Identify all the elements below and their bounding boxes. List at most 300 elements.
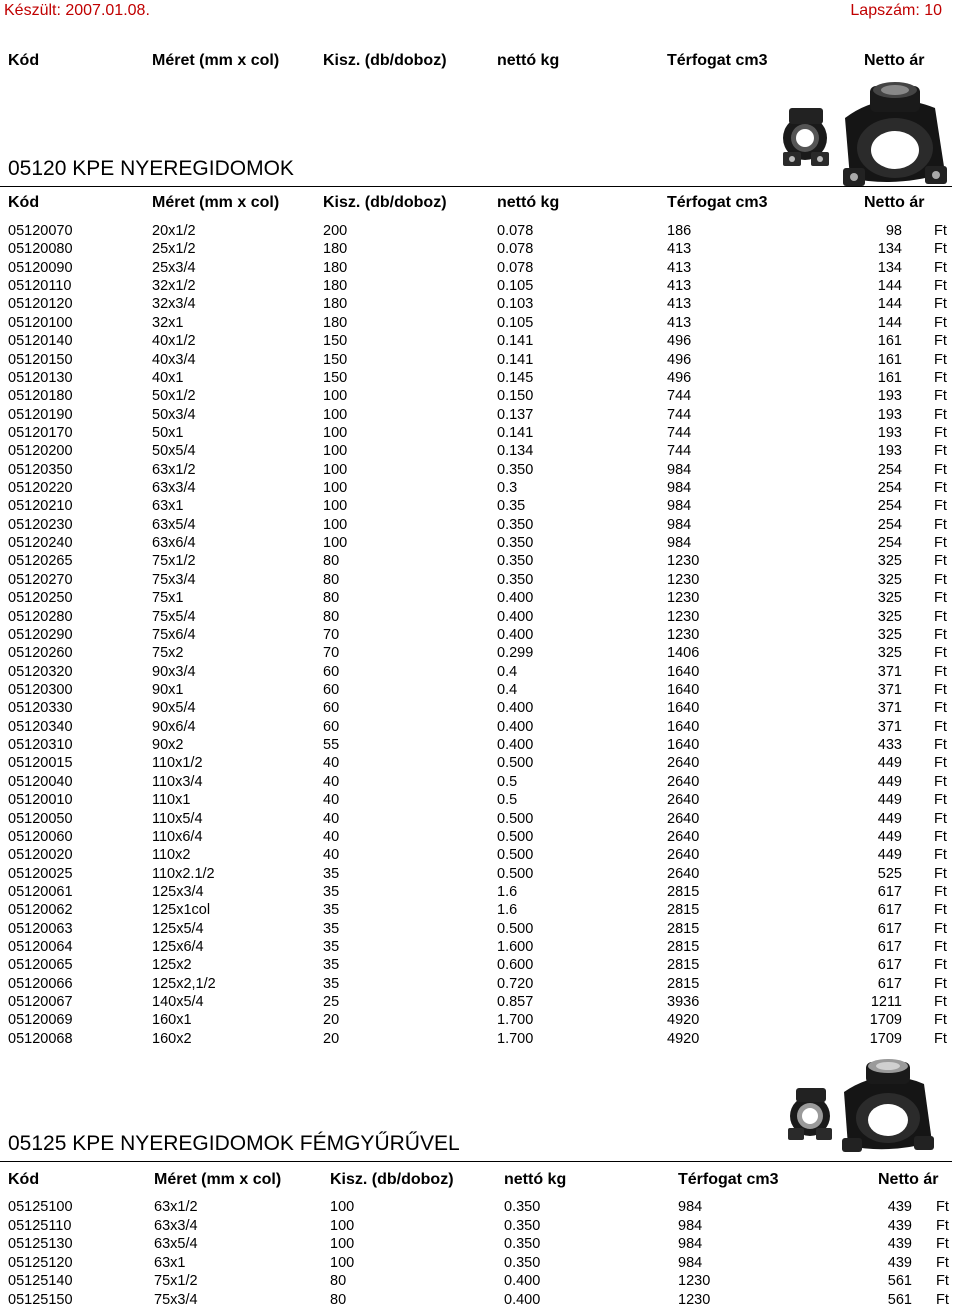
cell-weight: 0.500 bbox=[497, 847, 534, 864]
cell-currency: Ft bbox=[934, 681, 947, 698]
cell-volume: 4920 bbox=[667, 1012, 700, 1029]
cell-size: 63x6/4 bbox=[152, 535, 196, 552]
cell-currency: Ft bbox=[934, 718, 947, 735]
cell-size: 125x6/4 bbox=[152, 939, 204, 956]
cell-weight: 1.700 bbox=[497, 1012, 534, 1029]
cell-weight: 0.350 bbox=[504, 1199, 541, 1215]
cell-currency: Ft bbox=[934, 424, 947, 441]
table-row bbox=[0, 626, 960, 644]
cell-size: 125x1col bbox=[152, 902, 211, 919]
cell-price: 254 bbox=[877, 480, 902, 497]
section-title: 05120 KPE NYEREGIDOMOK bbox=[8, 157, 294, 180]
cell-size: 75x1 bbox=[152, 590, 184, 607]
cell-pack: 40 bbox=[323, 773, 340, 790]
cell-price: 449 bbox=[877, 810, 902, 827]
cell-size: 20x1/2 bbox=[152, 223, 196, 239]
table-row bbox=[0, 920, 960, 938]
cell-code: 05120063 bbox=[8, 920, 73, 937]
cell-currency: Ft bbox=[934, 516, 947, 533]
cell-currency: Ft bbox=[934, 553, 947, 570]
cell-currency: Ft bbox=[934, 223, 947, 239]
table-row bbox=[0, 424, 960, 442]
section-divider bbox=[0, 186, 952, 187]
cell-volume: 1230 bbox=[667, 590, 700, 607]
cell-code: 05120240 bbox=[8, 535, 73, 552]
cell-weight: 0.350 bbox=[497, 535, 534, 552]
cell-volume: 1640 bbox=[667, 718, 700, 735]
cell-volume: 984 bbox=[667, 498, 692, 515]
cell-currency: Ft bbox=[934, 535, 947, 552]
cell-code: 05120170 bbox=[8, 424, 73, 441]
table-row bbox=[0, 663, 960, 681]
cell-price: 325 bbox=[877, 590, 902, 607]
cell-volume: 1406 bbox=[667, 645, 700, 662]
cell-price: 254 bbox=[877, 516, 902, 533]
table-row bbox=[0, 222, 960, 240]
cell-currency: Ft bbox=[934, 314, 947, 331]
cell-code: 05120250 bbox=[8, 590, 73, 607]
cell-weight: 1.600 bbox=[497, 939, 534, 956]
cell-pack: 100 bbox=[323, 461, 348, 478]
cell-price: 561 bbox=[887, 1273, 912, 1290]
cell-volume: 984 bbox=[678, 1217, 703, 1234]
cell-price: 325 bbox=[877, 553, 902, 570]
cell-volume: 984 bbox=[678, 1236, 703, 1253]
table-row bbox=[0, 369, 960, 387]
cell-code: 05120110 bbox=[8, 278, 72, 295]
cell-price: 525 bbox=[877, 865, 902, 882]
header-size: Méret (mm x col) bbox=[154, 1171, 282, 1188]
cell-code: 05120050 bbox=[8, 810, 73, 827]
cell-price: 144 bbox=[877, 296, 902, 313]
cell-weight: 0.400 bbox=[504, 1273, 541, 1290]
cell-currency: Ft bbox=[934, 369, 947, 386]
cell-currency: Ft bbox=[934, 259, 947, 276]
table-row bbox=[0, 259, 960, 277]
header-pack: Kisz. (db/doboz) bbox=[323, 194, 447, 211]
cell-weight: 0.857 bbox=[497, 994, 534, 1011]
cell-code: 05120065 bbox=[8, 957, 73, 974]
cell-currency: Ft bbox=[934, 480, 947, 497]
cell-price: 439 bbox=[887, 1199, 912, 1215]
cell-pack: 150 bbox=[323, 369, 348, 386]
cell-weight: 0.500 bbox=[497, 810, 534, 827]
table-row bbox=[0, 993, 960, 1011]
cell-pack: 100 bbox=[323, 424, 348, 441]
cell-pack: 150 bbox=[323, 351, 348, 368]
table-row bbox=[0, 718, 960, 736]
cell-volume: 413 bbox=[667, 314, 692, 331]
cell-size: 32x3/4 bbox=[152, 296, 196, 313]
cell-volume: 3936 bbox=[667, 994, 700, 1011]
table-row bbox=[0, 461, 960, 479]
cell-price: 161 bbox=[877, 369, 902, 386]
cell-size: 125x2 bbox=[152, 957, 192, 974]
cell-size: 75x1/2 bbox=[152, 553, 196, 570]
cell-price: 144 bbox=[877, 314, 902, 331]
cell-weight: 0.137 bbox=[497, 406, 534, 423]
cell-volume: 1230 bbox=[678, 1273, 711, 1290]
cell-size: 63x5/4 bbox=[152, 516, 196, 533]
cell-size: 90x3/4 bbox=[152, 663, 196, 680]
table-row bbox=[0, 516, 960, 534]
table-row bbox=[0, 699, 960, 717]
cell-currency: Ft bbox=[936, 1217, 949, 1234]
header-size: Méret (mm x col) bbox=[152, 194, 280, 211]
cell-currency: Ft bbox=[934, 883, 947, 900]
cell-weight: 0.350 bbox=[504, 1236, 541, 1253]
cell-currency: Ft bbox=[934, 590, 947, 607]
cell-weight: 0.600 bbox=[497, 957, 534, 974]
cell-weight: 0.500 bbox=[497, 920, 534, 937]
cell-code: 05120120 bbox=[8, 296, 73, 313]
cell-pack: 100 bbox=[323, 535, 348, 552]
cell-code: 05120130 bbox=[8, 369, 73, 386]
cell-weight: 0.350 bbox=[497, 516, 534, 533]
table-row bbox=[0, 883, 960, 901]
cell-pack: 200 bbox=[323, 223, 348, 239]
cell-price: 254 bbox=[877, 498, 902, 515]
created-date: Készült: 2007.01.08. bbox=[4, 2, 150, 19]
cell-pack: 180 bbox=[323, 278, 348, 295]
table-row bbox=[0, 534, 960, 552]
cell-volume: 2815 bbox=[667, 883, 700, 900]
cell-price: 254 bbox=[877, 461, 902, 478]
cell-pack: 35 bbox=[323, 883, 340, 900]
cell-weight: 0.105 bbox=[497, 314, 534, 331]
cell-weight: 0.078 bbox=[497, 259, 534, 276]
cell-weight: 0.150 bbox=[497, 388, 534, 405]
cell-price: 617 bbox=[877, 957, 902, 974]
cell-size: 110x6/4 bbox=[152, 828, 203, 845]
cell-volume: 1230 bbox=[667, 626, 700, 643]
cell-price: 325 bbox=[877, 645, 902, 662]
cell-currency: Ft bbox=[934, 406, 947, 423]
cell-size: 125x5/4 bbox=[152, 920, 204, 937]
cell-pack: 35 bbox=[323, 957, 340, 974]
cell-pack: 40 bbox=[323, 847, 340, 864]
cell-volume: 413 bbox=[667, 259, 692, 276]
cell-volume: 2640 bbox=[667, 865, 700, 882]
cell-code: 05120350 bbox=[8, 461, 73, 478]
cell-size: 40x1 bbox=[152, 369, 184, 386]
cell-price: 617 bbox=[877, 920, 902, 937]
cell-currency: Ft bbox=[936, 1291, 949, 1308]
product-table bbox=[0, 222, 960, 1048]
cell-currency: Ft bbox=[934, 810, 947, 827]
cell-pack: 35 bbox=[323, 865, 340, 882]
table-row bbox=[0, 754, 960, 772]
cell-price: 134 bbox=[877, 259, 902, 276]
cell-weight: 0.500 bbox=[497, 865, 534, 882]
cell-price: 325 bbox=[877, 626, 902, 643]
header-volume: Térfogat cm3 bbox=[667, 52, 768, 69]
cell-code: 05120068 bbox=[8, 1030, 73, 1047]
cell-pack: 60 bbox=[323, 718, 340, 735]
table-row bbox=[0, 240, 960, 258]
cell-weight: 0.500 bbox=[497, 755, 534, 772]
cell-pack: 35 bbox=[323, 902, 340, 919]
cell-size: 25x1/2 bbox=[152, 241, 196, 258]
table-row bbox=[0, 1030, 960, 1048]
table-row bbox=[0, 644, 960, 662]
cell-size: 50x1 bbox=[152, 424, 184, 441]
section-column-header bbox=[0, 1171, 960, 1191]
saddle-clamp-fitting-icon bbox=[775, 78, 955, 193]
cell-pack: 100 bbox=[323, 516, 348, 533]
cell-price: 193 bbox=[877, 406, 902, 423]
cell-pack: 60 bbox=[323, 663, 340, 680]
header-price: Netto ár bbox=[864, 52, 925, 69]
cell-pack: 80 bbox=[323, 571, 340, 588]
cell-size: 125x3/4 bbox=[152, 883, 204, 900]
cell-code: 05120190 bbox=[8, 406, 73, 423]
saddle-clamp-metal-ring-fitting-icon bbox=[782, 1058, 942, 1156]
cell-currency: Ft bbox=[934, 388, 947, 405]
cell-currency: Ft bbox=[934, 608, 947, 625]
section-column-header bbox=[0, 194, 960, 214]
cell-code: 05120067 bbox=[8, 994, 73, 1011]
cell-volume: 496 bbox=[667, 333, 692, 350]
cell-weight: 0.141 bbox=[497, 424, 534, 441]
table-row bbox=[0, 497, 960, 515]
cell-code: 05120200 bbox=[8, 443, 73, 460]
cell-code: 05120061 bbox=[8, 883, 73, 900]
cell-code: 05120220 bbox=[8, 480, 73, 497]
cell-price: 439 bbox=[887, 1217, 912, 1234]
cell-currency: Ft bbox=[934, 847, 947, 864]
cell-volume: 1640 bbox=[667, 663, 700, 680]
cell-volume: 186 bbox=[667, 223, 692, 239]
cell-size: 110x1 bbox=[152, 792, 191, 809]
cell-volume: 744 bbox=[667, 406, 692, 423]
cell-size: 110x1/2 bbox=[152, 755, 203, 772]
cell-pack: 180 bbox=[323, 314, 348, 331]
cell-size: 63x1 bbox=[154, 1254, 186, 1271]
table-row bbox=[0, 387, 960, 405]
cell-size: 90x2 bbox=[152, 737, 184, 754]
cell-pack: 150 bbox=[323, 333, 348, 350]
cell-pack: 100 bbox=[323, 443, 348, 460]
cell-currency: Ft bbox=[934, 351, 947, 368]
cell-size: 32x1 bbox=[152, 314, 184, 331]
cell-weight: 0.350 bbox=[497, 553, 534, 570]
cell-currency: Ft bbox=[934, 773, 947, 790]
cell-size: 75x2 bbox=[152, 645, 184, 662]
cell-size: 110x2 bbox=[152, 847, 191, 864]
cell-weight: 0.350 bbox=[497, 461, 534, 478]
cell-pack: 100 bbox=[323, 498, 348, 515]
cell-size: 160x1 bbox=[152, 1012, 192, 1029]
cell-pack: 40 bbox=[323, 792, 340, 809]
cell-currency: Ft bbox=[934, 461, 947, 478]
table-row bbox=[0, 681, 960, 699]
cell-volume: 744 bbox=[667, 424, 692, 441]
cell-price: 617 bbox=[877, 975, 902, 992]
cell-code: 05120020 bbox=[8, 847, 73, 864]
header-price: Netto ár bbox=[878, 1171, 939, 1188]
cell-size: 50x5/4 bbox=[152, 443, 196, 460]
cell-price: 449 bbox=[877, 847, 902, 864]
cell-pack: 55 bbox=[323, 737, 340, 754]
cell-volume: 413 bbox=[667, 296, 692, 313]
cell-weight: 0.400 bbox=[497, 737, 534, 754]
cell-weight: 0.145 bbox=[497, 369, 534, 386]
cell-pack: 35 bbox=[323, 975, 340, 992]
cell-weight: 0.400 bbox=[504, 1291, 541, 1308]
cell-price: 449 bbox=[877, 773, 902, 790]
cell-volume: 2815 bbox=[667, 920, 700, 937]
cell-size: 125x2,1/2 bbox=[152, 975, 216, 992]
cell-pack: 80 bbox=[323, 590, 340, 607]
cell-pack: 100 bbox=[323, 406, 348, 423]
cell-code: 05120069 bbox=[8, 1012, 73, 1029]
cell-price: 439 bbox=[887, 1236, 912, 1253]
cell-price: 134 bbox=[877, 241, 902, 258]
cell-weight: 0.134 bbox=[497, 443, 534, 460]
table-row bbox=[0, 589, 960, 607]
cell-price: 193 bbox=[877, 443, 902, 460]
cell-pack: 60 bbox=[323, 681, 340, 698]
cell-volume: 984 bbox=[667, 535, 692, 552]
cell-pack: 70 bbox=[323, 645, 340, 662]
table-row bbox=[0, 1291, 960, 1310]
cell-volume: 2640 bbox=[667, 773, 700, 790]
cell-currency: Ft bbox=[934, 626, 947, 643]
cell-size: 110x5/4 bbox=[152, 810, 203, 827]
cell-currency: Ft bbox=[934, 920, 947, 937]
cell-currency: Ft bbox=[934, 994, 947, 1011]
cell-code: 05120300 bbox=[8, 681, 73, 698]
cell-pack: 100 bbox=[330, 1254, 355, 1271]
cell-weight: 0.500 bbox=[497, 828, 534, 845]
cell-pack: 40 bbox=[323, 755, 340, 772]
cell-size: 75x5/4 bbox=[152, 608, 196, 625]
cell-pack: 70 bbox=[323, 626, 340, 643]
cell-price: 325 bbox=[877, 608, 902, 625]
page-meta-bar bbox=[0, 0, 960, 24]
cell-weight: 0.078 bbox=[497, 241, 534, 258]
cell-currency: Ft bbox=[934, 975, 947, 992]
cell-weight: 0.103 bbox=[497, 296, 534, 313]
cell-volume: 984 bbox=[678, 1254, 703, 1271]
cell-currency: Ft bbox=[936, 1273, 949, 1290]
cell-pack: 35 bbox=[323, 920, 340, 937]
table-row bbox=[0, 975, 960, 993]
cell-price: 1211 bbox=[870, 994, 902, 1011]
cell-price: 617 bbox=[877, 902, 902, 919]
cell-price: 617 bbox=[877, 883, 902, 900]
cell-weight: 0.4 bbox=[497, 663, 518, 680]
cell-weight: 0.400 bbox=[497, 608, 534, 625]
cell-code: 05120064 bbox=[8, 939, 73, 956]
cell-pack: 100 bbox=[330, 1199, 355, 1215]
cell-weight: 1.700 bbox=[497, 1030, 534, 1047]
header-pack: Kisz. (db/doboz) bbox=[330, 1171, 454, 1188]
cell-size: 110x3/4 bbox=[152, 773, 203, 790]
cell-price: 98 bbox=[885, 223, 902, 239]
cell-size: 40x1/2 bbox=[152, 333, 196, 350]
cell-pack: 180 bbox=[323, 241, 348, 258]
header-code: Kód bbox=[8, 1171, 40, 1188]
cell-size: 40x3/4 bbox=[152, 351, 196, 368]
cell-currency: Ft bbox=[934, 1012, 947, 1029]
cell-size: 75x3/4 bbox=[154, 1291, 198, 1308]
cell-weight: 0.350 bbox=[504, 1254, 541, 1271]
cell-volume: 984 bbox=[667, 516, 692, 533]
cell-pack: 25 bbox=[323, 994, 340, 1011]
cell-currency: Ft bbox=[934, 792, 947, 809]
cell-size: 32x1/2 bbox=[152, 278, 196, 295]
table-row bbox=[0, 1198, 960, 1217]
cell-price: 325 bbox=[877, 571, 902, 588]
cell-volume: 1230 bbox=[667, 571, 700, 588]
cell-size: 63x1/2 bbox=[154, 1199, 198, 1215]
cell-weight: 0.299 bbox=[497, 645, 534, 662]
cell-size: 75x1/2 bbox=[154, 1273, 198, 1290]
cell-weight: 0.350 bbox=[504, 1217, 541, 1234]
table-row bbox=[0, 277, 960, 295]
header-price: Netto ár bbox=[864, 194, 925, 211]
cell-currency: Ft bbox=[936, 1254, 949, 1271]
cell-pack: 40 bbox=[323, 828, 340, 845]
cell-code: 05120280 bbox=[8, 608, 73, 625]
cell-price: 1709 bbox=[869, 1012, 902, 1029]
table-row bbox=[0, 552, 960, 570]
table-row bbox=[0, 1011, 960, 1029]
cell-code: 05120080 bbox=[8, 241, 73, 258]
table-row bbox=[0, 1272, 960, 1291]
cell-weight: 1.6 bbox=[497, 883, 518, 900]
table-row bbox=[0, 1235, 960, 1254]
cell-weight: 0.141 bbox=[497, 351, 534, 368]
cell-volume: 496 bbox=[667, 351, 692, 368]
cell-size: 63x1/2 bbox=[152, 461, 196, 478]
cell-volume: 1230 bbox=[667, 553, 700, 570]
cell-pack: 180 bbox=[323, 296, 348, 313]
cell-code: 05120210 bbox=[8, 498, 73, 515]
cell-currency: Ft bbox=[934, 828, 947, 845]
table-row bbox=[0, 956, 960, 974]
header-code: Kód bbox=[8, 52, 40, 69]
cell-price: 561 bbox=[887, 1291, 912, 1308]
table-row bbox=[0, 406, 960, 424]
table-row bbox=[0, 736, 960, 754]
cell-volume: 2640 bbox=[667, 847, 700, 864]
cell-code: 05120015 bbox=[8, 755, 73, 772]
cell-code: 05120070 bbox=[8, 223, 73, 239]
table-row bbox=[0, 1254, 960, 1273]
cell-price: 371 bbox=[877, 700, 902, 717]
cell-code: 05120230 bbox=[8, 516, 73, 533]
cell-size: 110x2.1/2 bbox=[152, 865, 215, 882]
cell-code: 05120062 bbox=[8, 902, 73, 919]
cell-weight: 0.350 bbox=[497, 571, 534, 588]
cell-weight: 0.400 bbox=[497, 718, 534, 735]
section-title: 05125 KPE NYEREGIDOMOK FÉMGYŰRŰVEL bbox=[8, 1132, 460, 1155]
cell-weight: 0.400 bbox=[497, 626, 534, 643]
cell-price: 617 bbox=[877, 939, 902, 956]
cell-weight: 0.400 bbox=[497, 700, 534, 717]
top-column-header bbox=[0, 52, 960, 72]
cell-currency: Ft bbox=[934, 443, 947, 460]
cell-currency: Ft bbox=[934, 663, 947, 680]
cell-currency: Ft bbox=[934, 296, 947, 313]
cell-volume: 1230 bbox=[667, 608, 700, 625]
cell-code: 05125150 bbox=[8, 1291, 73, 1308]
header-pack: Kisz. (db/doboz) bbox=[323, 52, 447, 69]
cell-volume: 2815 bbox=[667, 939, 700, 956]
